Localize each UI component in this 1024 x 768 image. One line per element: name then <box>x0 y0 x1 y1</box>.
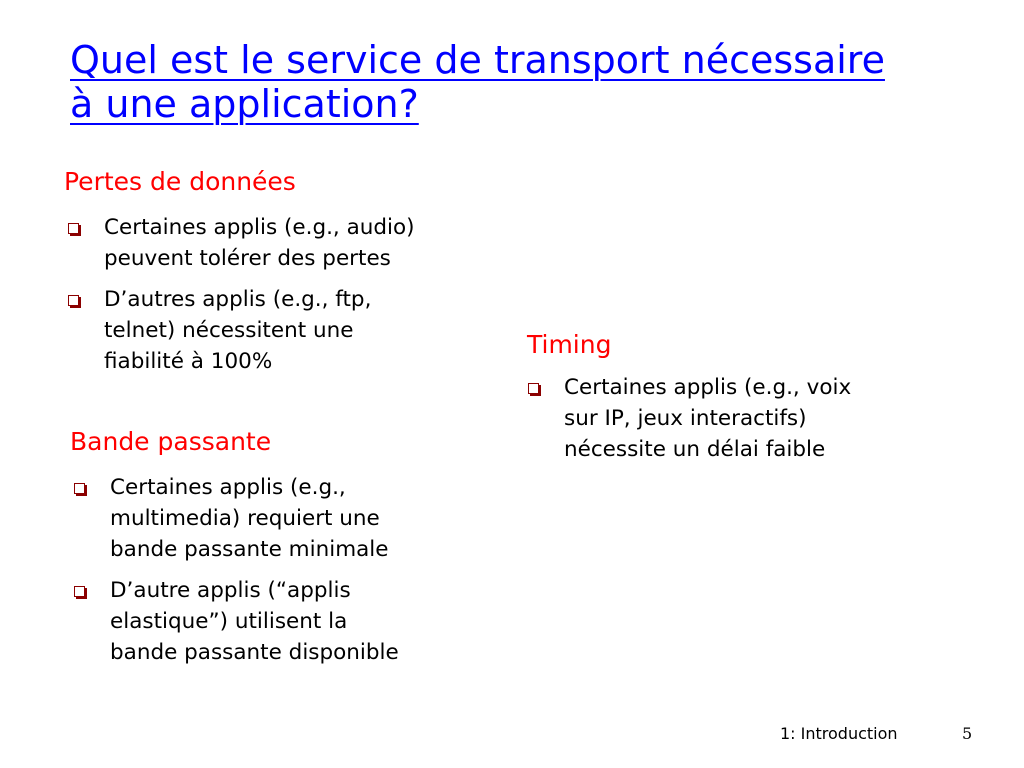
list-pertes <box>66 212 415 387</box>
bullet-line: telnet) nécessitent une <box>104 318 354 343</box>
list-item <box>66 284 415 377</box>
list-item <box>72 575 399 668</box>
heading-pertes: Pertes de données <box>64 167 296 196</box>
bullet-line: bande passante minimale <box>110 537 389 562</box>
slide-title-line-1: Quel est le service de transport nécessaire <box>70 38 885 82</box>
bullet-line: peuvent tolérer des pertes <box>104 246 391 271</box>
footer-chapter: 1: Introduction <box>780 724 898 743</box>
slide-title <box>70 38 1000 126</box>
footer-page-number: 5 <box>962 724 973 743</box>
bullet-line: elastique”) utilisent la <box>110 609 348 634</box>
slide-title-line-2: à une application? <box>70 82 419 126</box>
list-bande-passante <box>72 472 399 678</box>
list-timing <box>526 372 851 475</box>
list-item <box>72 472 399 565</box>
bullet-line: Certaines applis (e.g., audio) <box>104 215 415 240</box>
list-item <box>526 372 851 465</box>
square-bullet-icon <box>528 383 539 394</box>
square-bullet-icon <box>74 483 85 494</box>
bullet-line: Certaines applis (e.g., <box>110 475 346 500</box>
square-bullet-icon <box>68 223 79 234</box>
square-bullet-icon <box>74 586 85 597</box>
heading-timing: Timing <box>527 330 612 359</box>
heading-bande-passante: Bande passante <box>70 427 272 456</box>
bullet-line: Certaines applis (e.g., voix <box>564 375 852 400</box>
list-item <box>66 212 415 274</box>
bullet-line: bande passante disponible <box>110 640 399 665</box>
bullet-line: multimedia) requiert une <box>110 506 380 531</box>
bullet-line: sur IP, jeux interactifs) <box>564 406 807 431</box>
bullet-line: D’autre applis (“applis <box>110 578 351 603</box>
bullet-line: fiabilité à 100% <box>104 349 273 374</box>
bullet-line: nécessite un délai faible <box>564 437 826 462</box>
square-bullet-icon <box>68 295 79 306</box>
bullet-line: D’autres applis (e.g., ftp, <box>104 287 372 312</box>
